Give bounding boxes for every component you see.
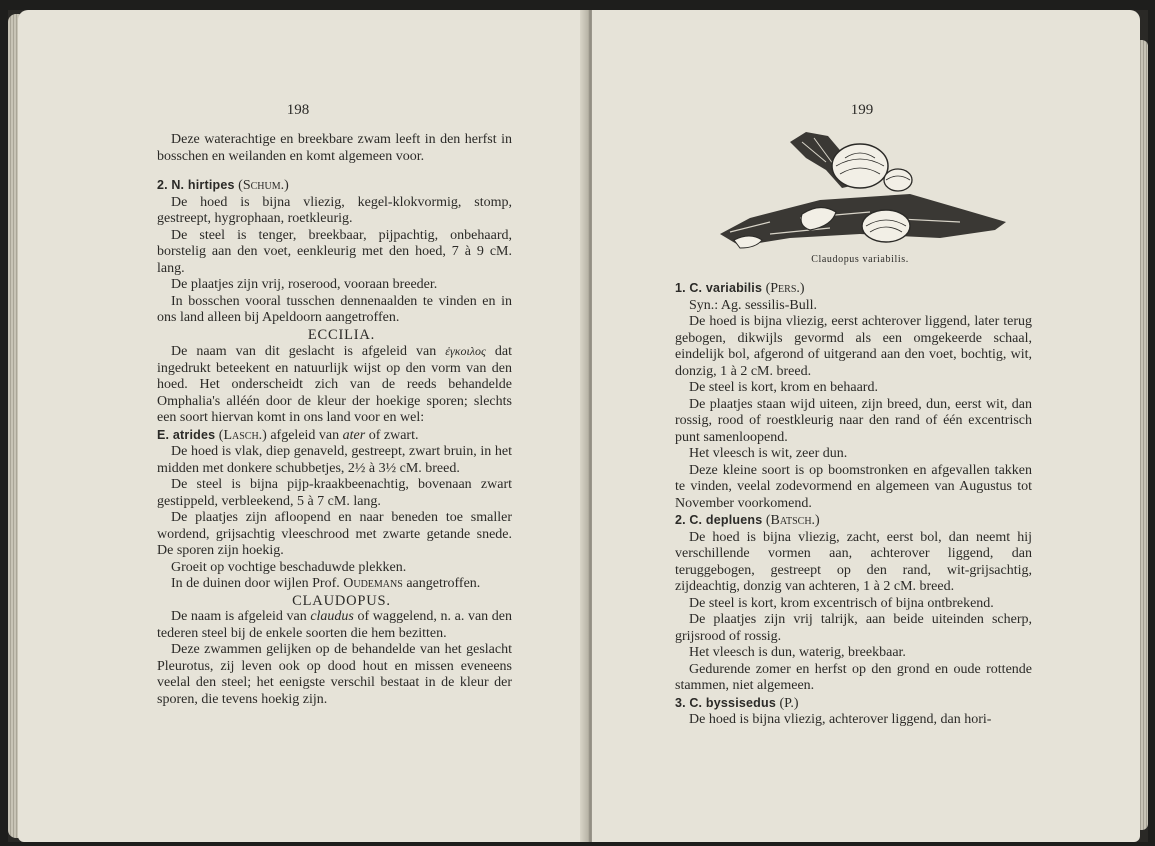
page-number-right: 199 [850,102,874,118]
text-fragment: aangetroffen. [406,576,481,591]
paragraph: Het vleesch is dun, waterig, breekbaar. [689,645,906,660]
species-name: N. hirtipes [171,178,235,192]
paragraph: De steel is kort, krom en behaard. [689,380,878,395]
paragraph: De hoed is bijna vliezig, zacht, eerst bol, dan neemt hij verschillende vormen aan, achterover liggend, dan teruggebogen, gestreept op den rand, wit-grijsachtig, zijdeachtig, donzig van achteren, 1 à 2 cM. breed. [675,529,1032,594]
paragraph: De steel is tenger, breekbaar, pijpachtig, onbehaard, borstelig aan den voet, eenkleurig met den hoed, 7 à 9 cM. lang. [157,227,512,276]
paragraph: De plaatjes zijn vrij talrijk, aan beide uiteinden scherp, grijsrood of rossig. [675,612,1032,644]
paragraph: De plaatjes staan wijd uiteen, zijn breed, dun, eerst wit, dan rossig, rood of roestkleurig naar den rand of één excentrisch punt samenloopend. [675,396,1032,445]
latin-word: claudus [310,609,354,624]
paragraph: Groeit op vochtige beschaduwde plekken. [171,559,407,575]
open-book [8,10,1148,842]
species-name: C. byssisedus [689,695,776,710]
paragraph: De hoed is vlak, diep genaveld, gestreept, zwart bruin, in het midden met donkere schubbetjes, 2½ à 3½ cM. breed. [157,444,512,476]
paragraph: Deze kleine soort is op boomstronken en afgevallen takken te vinden, veelal zodevormend en algemeen van Augustus tot November voorkomend. [675,462,1032,511]
paragraph: De hoed is bijna vliezig, achterover liggend, dan hori- [689,712,992,727]
paragraph: Gedurende zomer en herfst op den grond en oude rottende stammen, niet algemeen. [675,661,1032,693]
synonym-line: Syn.: Ag. sessilis-Bull. [689,297,817,313]
species-heading [157,177,512,195]
intro-paragraph: Deze waterachtige en breekbare zwam leeft in den herfst in bosschen en weilanden en komt algemeen voor. [157,132,512,164]
species-name: E. atrides [157,427,216,442]
page-number-left: 198 [286,102,310,118]
paragraph: De steel is kort, krom excentrisch of bijna ontbrekend. [689,595,994,611]
paragraph: De steel is bijna pijp-kraakbeenachtig, bovenaan zwart gestippeld, verbleekend, 5 à 7 cM. lang. [157,477,512,509]
text-fragment: dat ingedrukt beteekent en natuurlijk wijst op den vorm van den hoed. Het onderscheidt zich van de reeds behandelde Omphalia's alléén door de kleur der hoekige sporen; slechts een soort hiervan komt in ons land voor en wel: [157,344,513,425]
species-name: C. depluens [689,513,763,527]
latin-word: ater [342,427,366,443]
text-fragment: of waggelend, n. a. van den tederen steel bij de enkele soorten die hem bezitten. [157,609,512,641]
species-author: (Schum.) [238,178,289,193]
paragraph: De plaatjes zijn afloopend en naar beneden toe smaller wordend, grijsachtig vleeschrood met zwarte getande snede. De sporen zijn hoekig. [157,510,512,558]
species-number: 1. [675,281,686,295]
species-number: 2. [675,513,686,527]
species-heading [675,512,1032,530]
paragraph [157,576,512,593]
species-author: (P.) [779,695,799,711]
text-fragment: De naam van dit geslacht is afgeleid van [171,344,437,359]
species-number: 3. [675,695,686,710]
species-author: (Pers.) [765,281,805,296]
left-page-text [157,132,512,708]
species-name: C. variabilis [689,281,763,295]
greek-word: ἐγκοιλος [445,344,486,358]
species-heading [675,280,1032,298]
genus-title: ECCILIA. [307,326,376,343]
paragraph: De plaatjes zijn vrij, roserood, vooraan breeder. [171,277,438,292]
genus-intro [157,343,512,427]
text-fragment: afgeleid van [270,427,340,443]
genus-intro [157,609,512,642]
species-heading [157,427,512,445]
mushroom-illustration [710,122,1010,252]
genus-title: CLAUDOPUS. [292,592,391,609]
paragraph: Deze zwammen gelijken op de behandelde van het geslacht Pleurotus, zij leven ook op dood hout en missen eveneens veelal den steel; het eenigste verschil bestaat in de kleur der sporen, die tevens hoekig zijn. [157,642,512,707]
paragraph: Het vleesch is wit, zeer dun. [689,446,848,461]
text-fragment: In de duinen door wijlen Prof. [171,576,340,591]
species-author: (Batsch.) [765,513,820,528]
species-heading [675,695,1032,713]
paragraph: De hoed is bijna vliezig, eerst achterover liggend, later terug gebogen, dikwijls gevormd als een omgekeerde schaal, eindelijk bol, afgerond of uitgerand aan den voet, bochtig, wit, donzig, 1 à 2 cM. breed. [675,314,1032,379]
text-fragment: of zwart. [368,427,419,443]
person-name: Oudemans [343,576,403,591]
figure-caption: Claudopus variabilis. [811,254,909,265]
species-number: 2. [157,178,168,192]
text-fragment: De naam is afgeleid van [171,609,307,624]
right-page-text [675,280,1032,729]
paragraph: In bosschen vooral tusschen dennenaalden te vinden en in ons land alleen bij Apeldoorn aangetroffen. [157,293,512,325]
paragraph: De hoed is bijna vliezig, kegel-klokvormig, stomp, gestreept, hygrophaan, roetkleurig. [157,194,512,226]
species-author: (Lasch.) [218,427,267,443]
right-page [592,10,1140,842]
left-page [18,10,586,842]
